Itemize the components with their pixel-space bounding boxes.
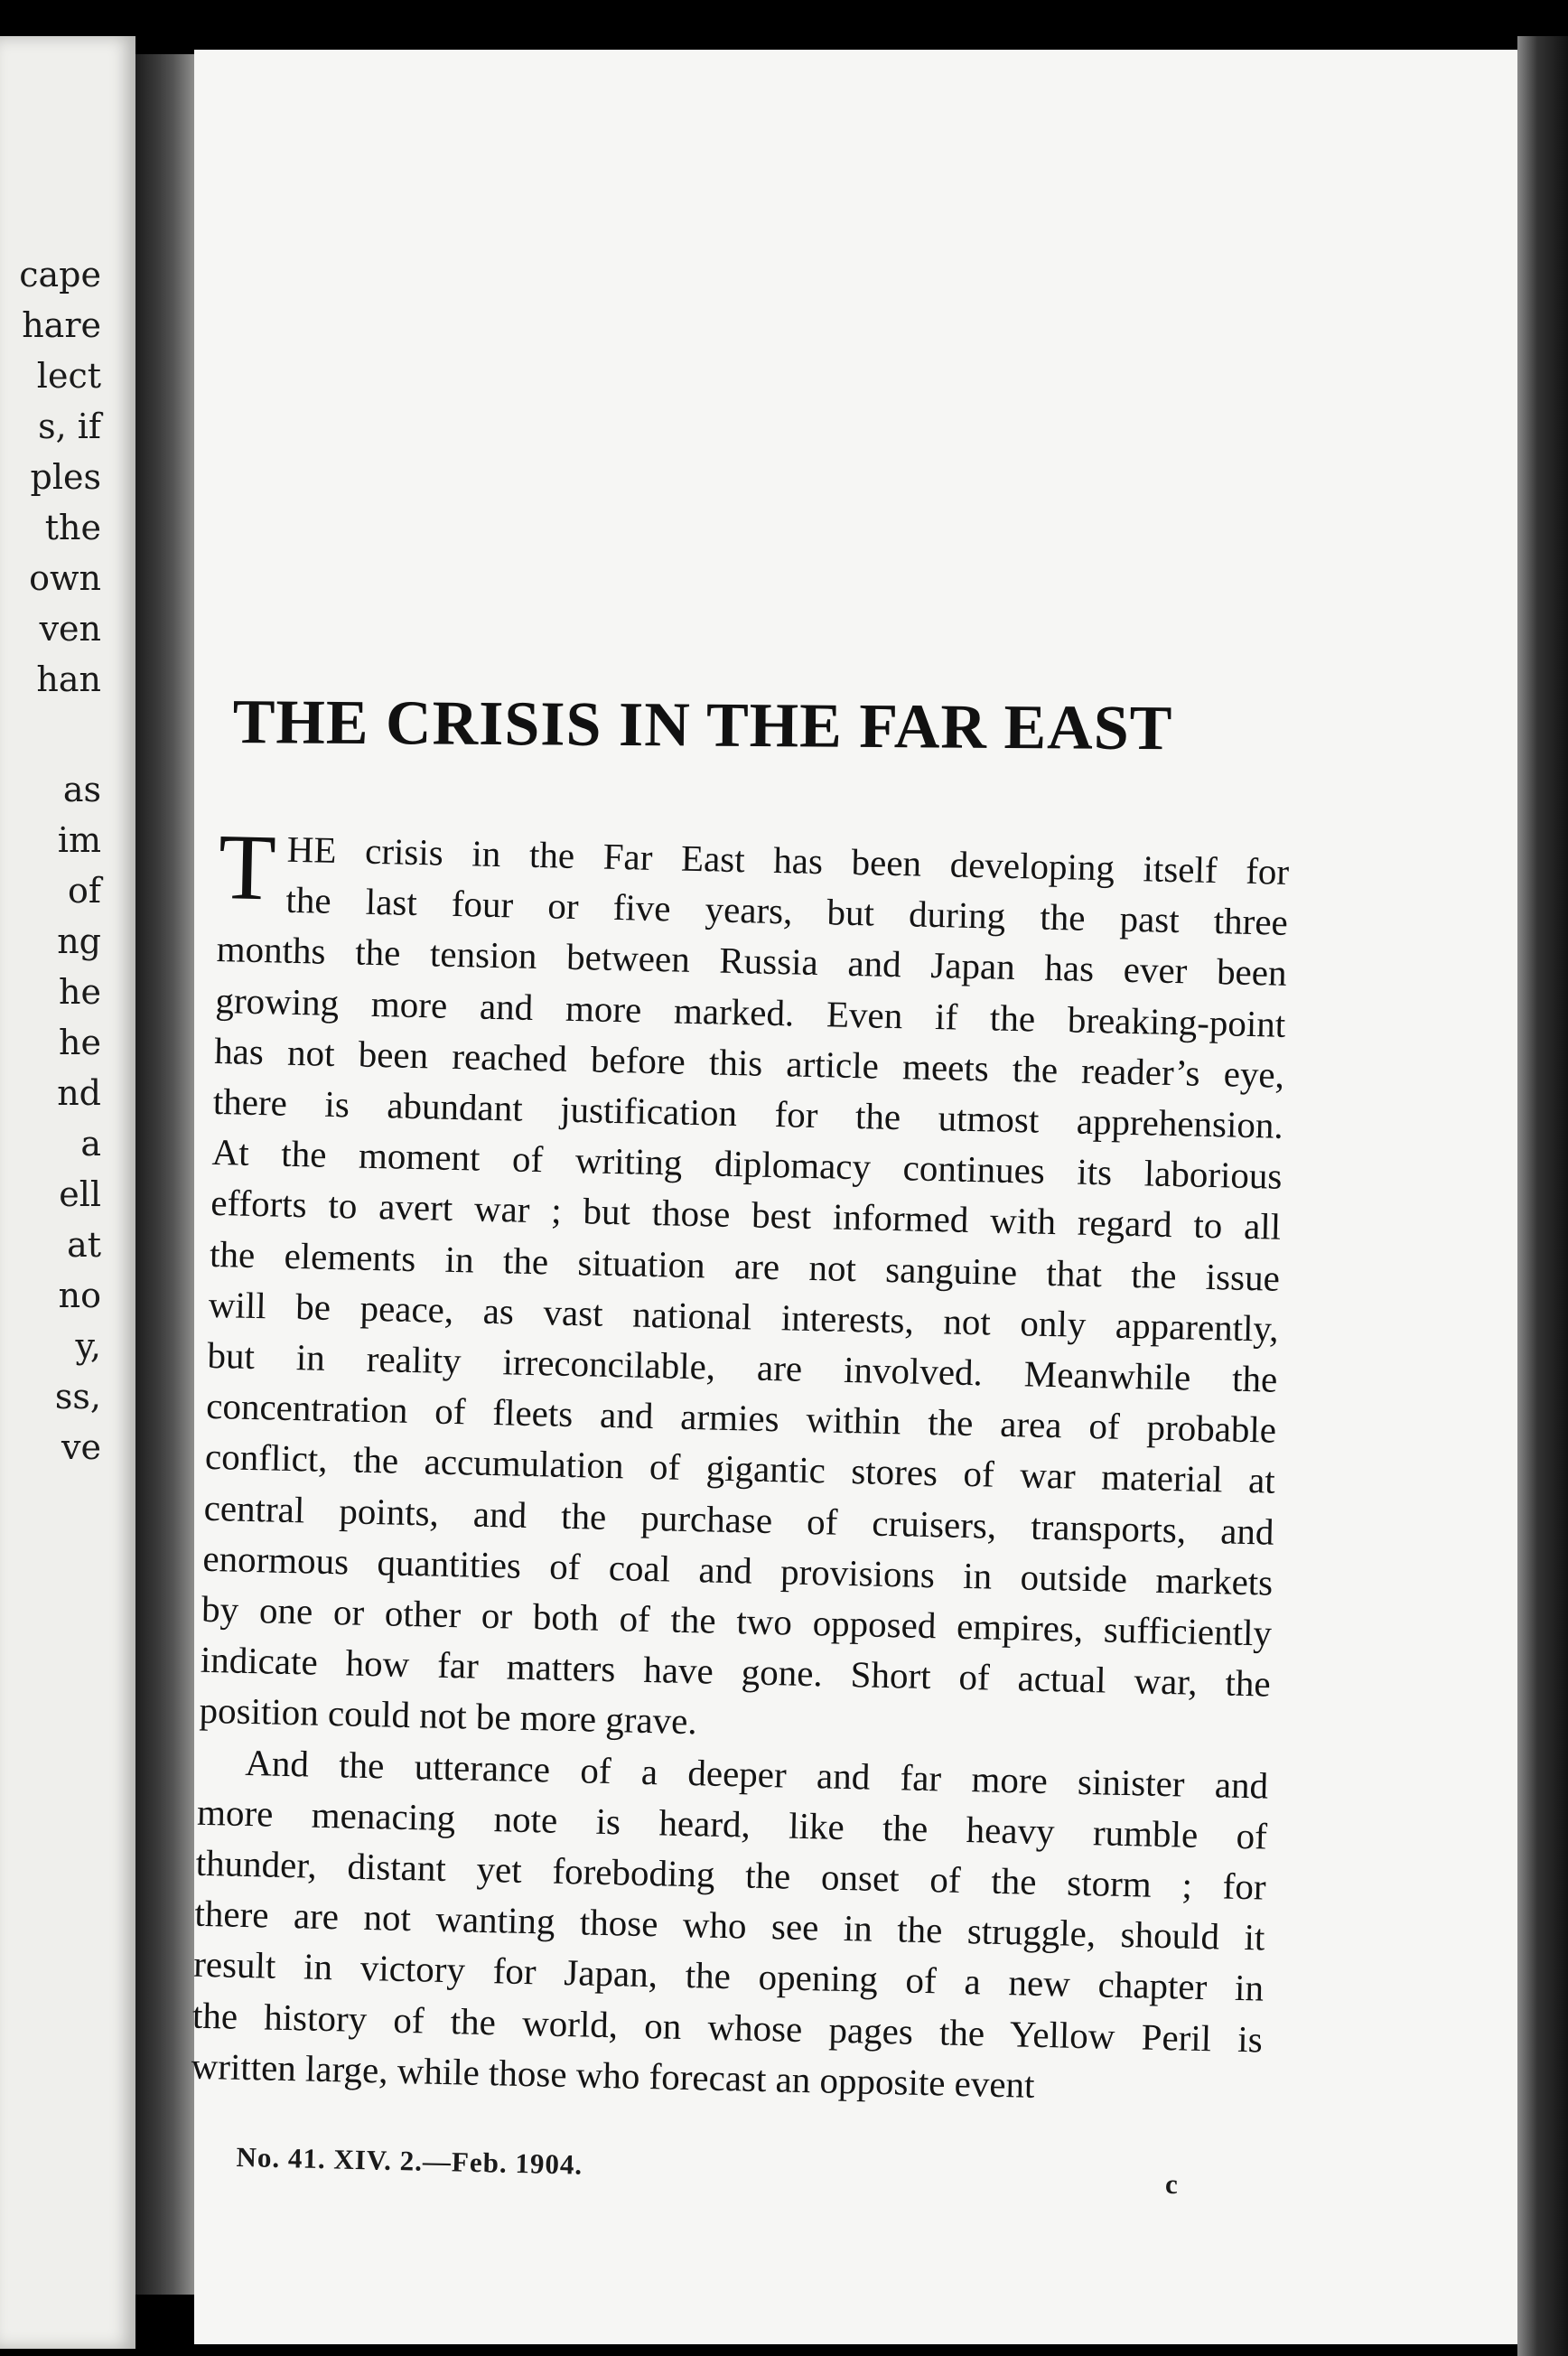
previous-page-line: nd xyxy=(57,1073,101,1113)
previous-page-line: own xyxy=(29,558,101,598)
previous-page-line: ell xyxy=(59,1174,101,1214)
page-edge xyxy=(1517,36,1568,2356)
text-line: but in reality irreconcilable, are involved. Meanwhile the xyxy=(207,1333,1278,1400)
text-line: concentration of fleets and armies within the area of probable xyxy=(205,1385,1277,1451)
text-line: the last four or five years, but during the past three xyxy=(285,878,1289,944)
article-title: THE CRISIS IN THE FAR EAST xyxy=(232,687,1173,764)
text-line: enormous quantities of coal and provisions in outside markets xyxy=(201,1537,1274,1603)
previous-page-line: no xyxy=(58,1276,101,1315)
text-line: indicate how far matters have gone. Short of actual war, the xyxy=(200,1639,1272,1705)
text-line: position could not be more grave. xyxy=(199,1689,698,1743)
text-line: And the utterance of a deeper and far more sinister and xyxy=(244,1741,1269,1807)
text-line: At the moment of writing diplomacy continues its laborious xyxy=(211,1131,1283,1198)
previous-page-line: cape xyxy=(19,255,101,294)
text-line: HE crisis in the Far East has been developing itself for xyxy=(286,827,1290,893)
previous-page-line: ss, xyxy=(54,1377,101,1416)
previous-page-line: ve xyxy=(61,1427,101,1467)
text-line: the history of the world, on whose pages the Yellow Peril is xyxy=(191,1994,1264,2061)
text-line: thunder, distant yet foreboding the onset of the storm ; for xyxy=(195,1841,1267,1908)
article-body xyxy=(191,815,1290,2116)
previous-page-line: hare xyxy=(22,305,101,345)
text-line: growing more and more marked. Even if the breaking-point xyxy=(215,978,1286,1045)
previous-page-line: ples xyxy=(30,457,101,497)
previous-page-line: as xyxy=(62,770,101,809)
text-line: written large, while those who forecast an opposite event xyxy=(191,2044,1036,2106)
text-line: months the tension between Russia and Japan has ever been xyxy=(216,928,1288,995)
previous-page-line: he xyxy=(59,1023,101,1062)
text-line: there is abundant justification for the utmost apprehension. xyxy=(212,1080,1284,1146)
previous-page-line: the xyxy=(44,508,101,547)
previous-page-line: he xyxy=(59,972,101,1012)
show-through-text xyxy=(235,117,1319,569)
previous-page-line: y, xyxy=(75,1326,101,1366)
text-line: has not been reached before this article meets the reader’s eye, xyxy=(213,1029,1285,1096)
text-line: central points, and the purchase of cruisers, transports, and xyxy=(203,1486,1275,1553)
drop-cap: T xyxy=(217,815,277,921)
previous-page-line: han xyxy=(36,659,101,699)
text-line: by one or other or both of the two opposed empires, sufficiently xyxy=(201,1587,1273,1654)
text-line: result in victory for Japan, the opening of a new chapter in xyxy=(192,1943,1265,2010)
previous-page-line: a xyxy=(80,1124,101,1164)
book-gutter xyxy=(135,54,199,2295)
signature-line: No. 41. XIV. 2.—Feb. 1904. xyxy=(236,2141,583,2181)
text-line: there are not wanting those who see in the struggle, should it xyxy=(194,1892,1265,1959)
paragraph-1 xyxy=(199,815,1290,1760)
previous-page-line: of xyxy=(68,871,101,911)
text-line: more menacing note is heard, like the heavy rumble of xyxy=(196,1790,1268,1857)
text-line: conflict, the accumulation of gigantic stores of war material at xyxy=(204,1435,1276,1502)
text-line: efforts to avert war ; but those best informed with regard to all xyxy=(210,1182,1282,1248)
previous-page-line: im xyxy=(57,820,101,860)
previous-page-line: ng xyxy=(57,921,101,961)
previous-page-line: ven xyxy=(39,609,101,649)
previous-page-line: s, if xyxy=(38,407,101,446)
previous-page-line: lect xyxy=(36,356,101,396)
signature-mark: c xyxy=(1165,2168,1178,2200)
text-line: will be peace, as vast national interests, not only apparently, xyxy=(208,1283,1280,1350)
paragraph-2 xyxy=(191,1735,1269,2115)
text-line: the elements in the situation are not sanguine that the issue xyxy=(209,1232,1281,1299)
previous-page-line: at xyxy=(67,1225,101,1265)
